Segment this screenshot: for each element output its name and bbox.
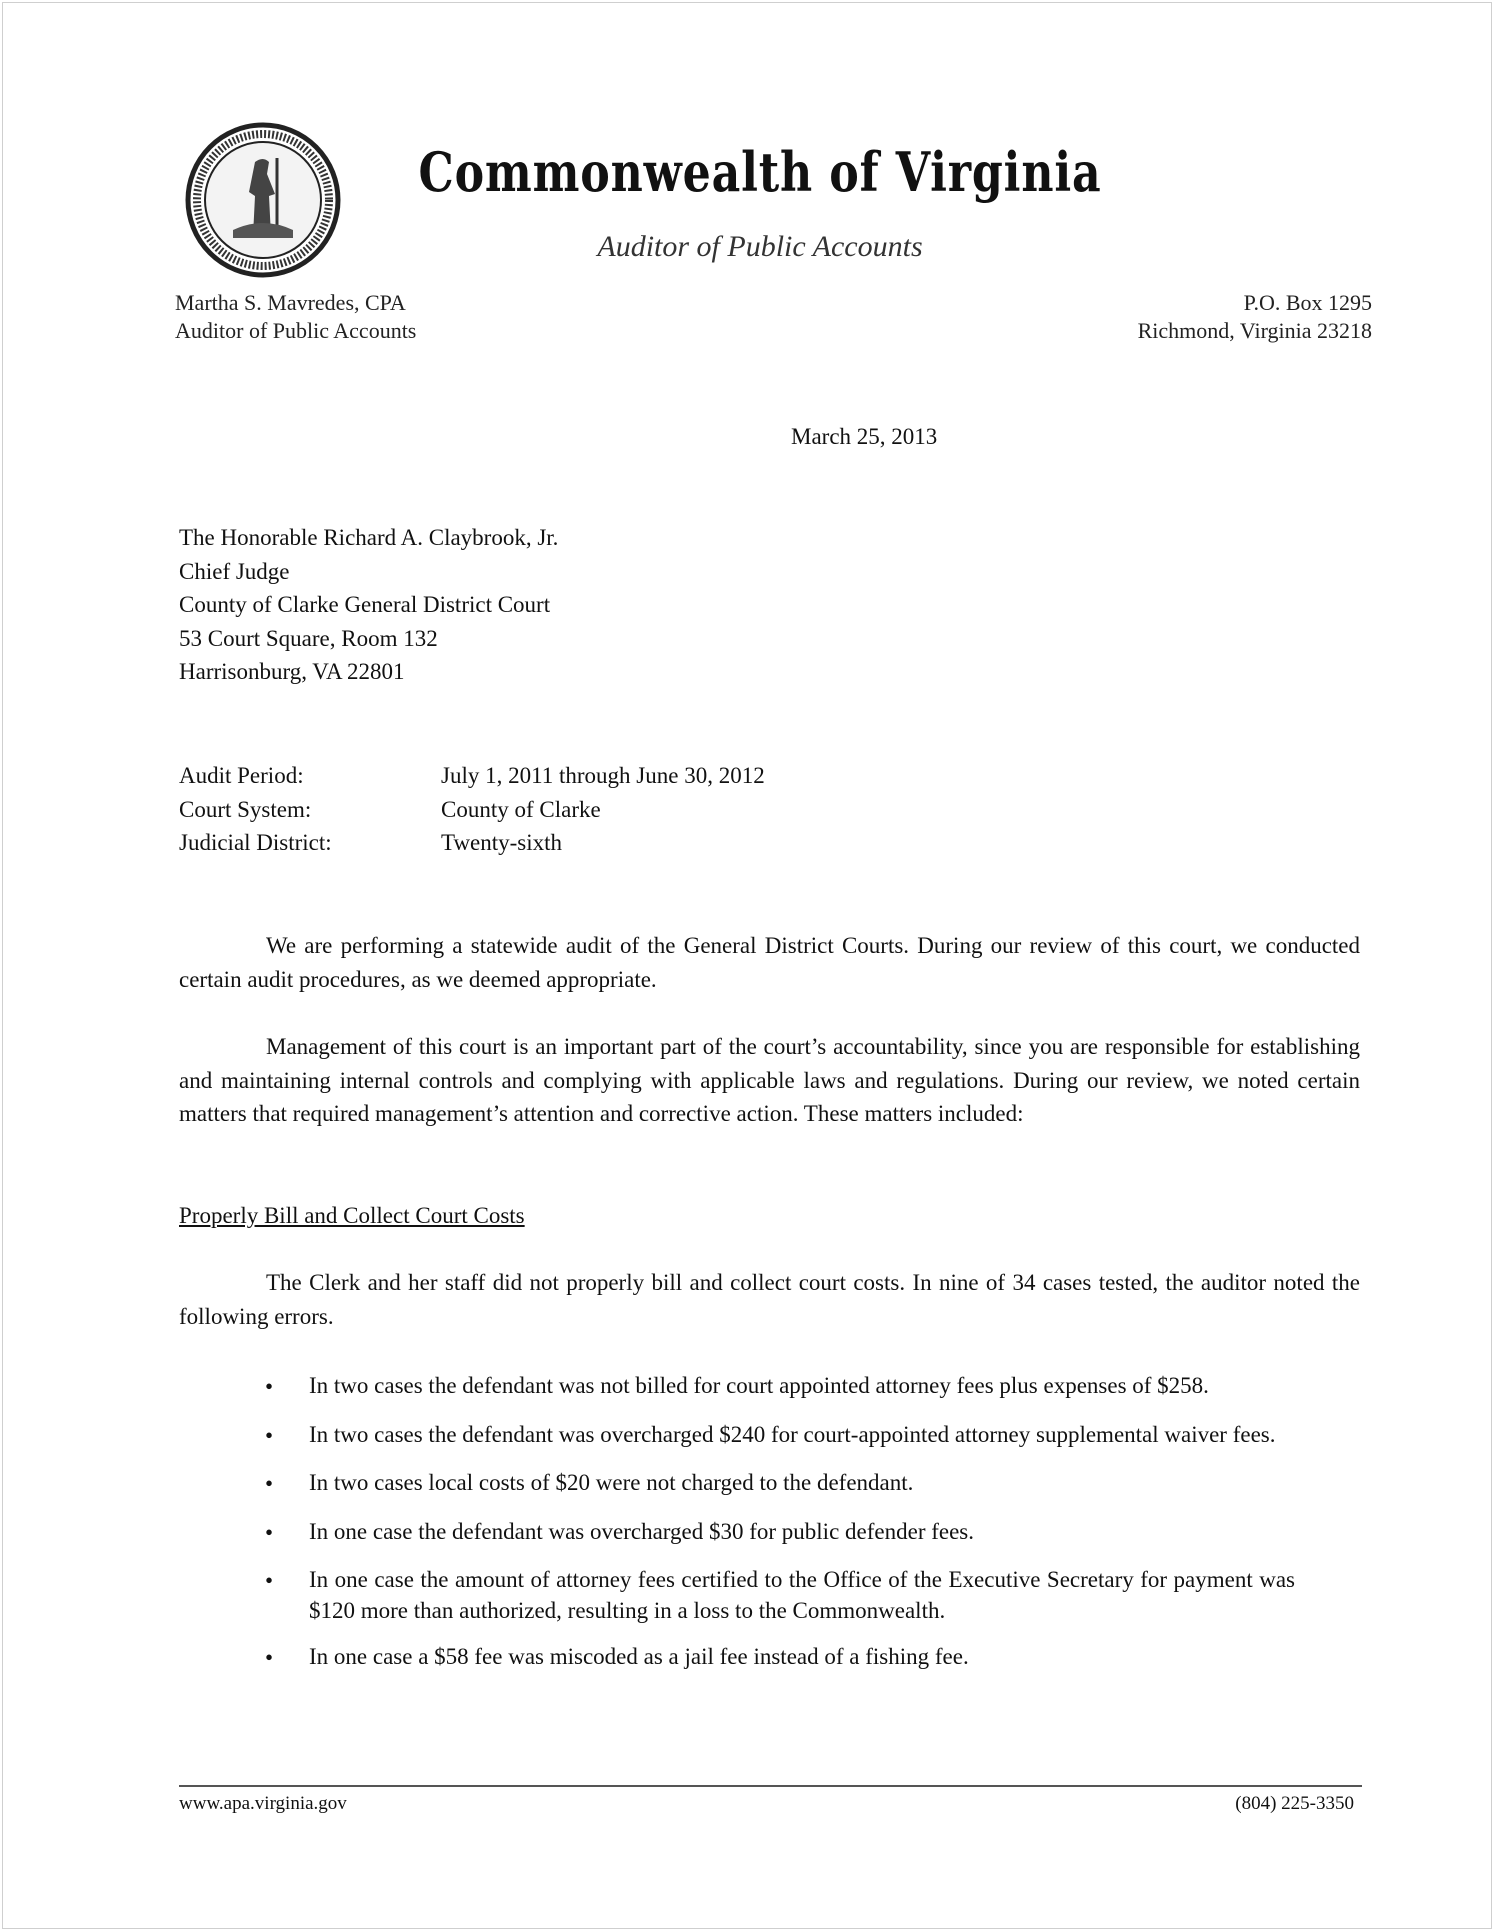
paragraph <box>179 1266 1360 1333</box>
letterhead-title: Commonwealth of Virginia <box>418 140 1102 204</box>
auditor-name: Martha S. Mavredes, CPA <box>175 290 406 315</box>
footer-divider <box>179 1785 1362 1787</box>
list-item: • In two cases the defendant was not billed for court appointed attorney fees plus expenses of $258. <box>265 1370 1295 1404</box>
list-item: • In one case the amount of attorney fees certified to the Office of the Executive Secretary for payment was $120 more than authorized, resulting in a loss to the Commonwealth. <box>265 1564 1295 1626</box>
paragraph <box>179 929 1360 996</box>
address-line: Chief Judge <box>179 558 290 584</box>
office-address <box>1138 289 1372 345</box>
bullet-icon: • <box>265 1374 274 1399</box>
auditor-info <box>175 289 416 345</box>
section-heading: Properly Bill and Collect Court Costs <box>179 1203 525 1228</box>
footer-phone: (804) 225-3350 <box>1235 1793 1354 1814</box>
audit-info-row <box>179 759 765 793</box>
bullet-icon: • <box>265 1519 274 1545</box>
audit-info-row <box>179 793 765 827</box>
list-item: • In two cases the defendant was overcharged $240 for court-appointed attorney supplemental waiver fees. <box>265 1419 1295 1453</box>
address-line: Harrisonburg, VA 22801 <box>179 659 405 684</box>
audit-info-row <box>179 826 765 860</box>
list-item: • In one case the defendant was overcharged $30 for public defender fees. <box>265 1516 1295 1550</box>
audit-label: Judicial District: <box>179 830 332 855</box>
footer-website-link[interactable]: www.apa.virginia.gov <box>179 1793 347 1814</box>
virginia-seal-logo <box>185 122 341 278</box>
error-list <box>265 1370 1295 1690</box>
address-line: County of Clarke General District Court <box>179 592 551 617</box>
letter-date: March 25, 2013 <box>791 424 938 449</box>
audit-value: July 1, 2011 through June 30, 2012 <box>441 763 765 788</box>
bullet-icon: • <box>265 1422 274 1448</box>
recipient-address <box>179 521 558 689</box>
letterhead-subtitle: Auditor of Public Accounts <box>597 230 923 263</box>
address-line: The Honorable Richard A. Claybrook, Jr. <box>179 525 559 550</box>
auditor-title: Auditor of Public Accounts <box>175 318 417 343</box>
audit-info <box>179 759 765 860</box>
paragraph-text: Management of this court is an important part of the court’s accountability, since you are responsible for establishing and maintaining internal controls and complying with applicable laws and regulations. During our review, we noted certain matters that required management’s attention and corrective action. These matters included: <box>179 1034 1360 1126</box>
audit-label: Audit Period: <box>179 763 304 788</box>
audit-value: Twenty-sixth <box>441 830 563 855</box>
bullet-icon: • <box>265 1568 274 1593</box>
paragraph-text: We are performing a statewide audit of the General District Courts. During our review of this court, we conducted certain audit procedures, as we deemed appropriate. <box>179 933 1360 992</box>
bullet-icon: • <box>265 1471 274 1496</box>
bullet-icon: • <box>265 1645 274 1670</box>
paragraph <box>179 1030 1360 1131</box>
address-line: 53 Court Square, Room 132 <box>179 625 438 651</box>
city-state-zip: Richmond, Virginia 23218 <box>1137 318 1372 343</box>
list-item: • In one case a $58 fee was miscoded as a jail fee instead of a fishing fee. <box>265 1641 1295 1675</box>
paragraph-text: The Clerk and her staff did not properly bill and collect court costs. In nine of 34 cases tested, the auditor noted the following errors. <box>179 1270 1360 1329</box>
audit-label: Court System: <box>179 796 312 822</box>
po-box: P.O. Box 1295 <box>1243 290 1372 315</box>
audit-value: County of Clarke <box>441 796 601 822</box>
list-item: • In two cases local costs of $20 were not charged to the defendant. <box>265 1467 1295 1501</box>
